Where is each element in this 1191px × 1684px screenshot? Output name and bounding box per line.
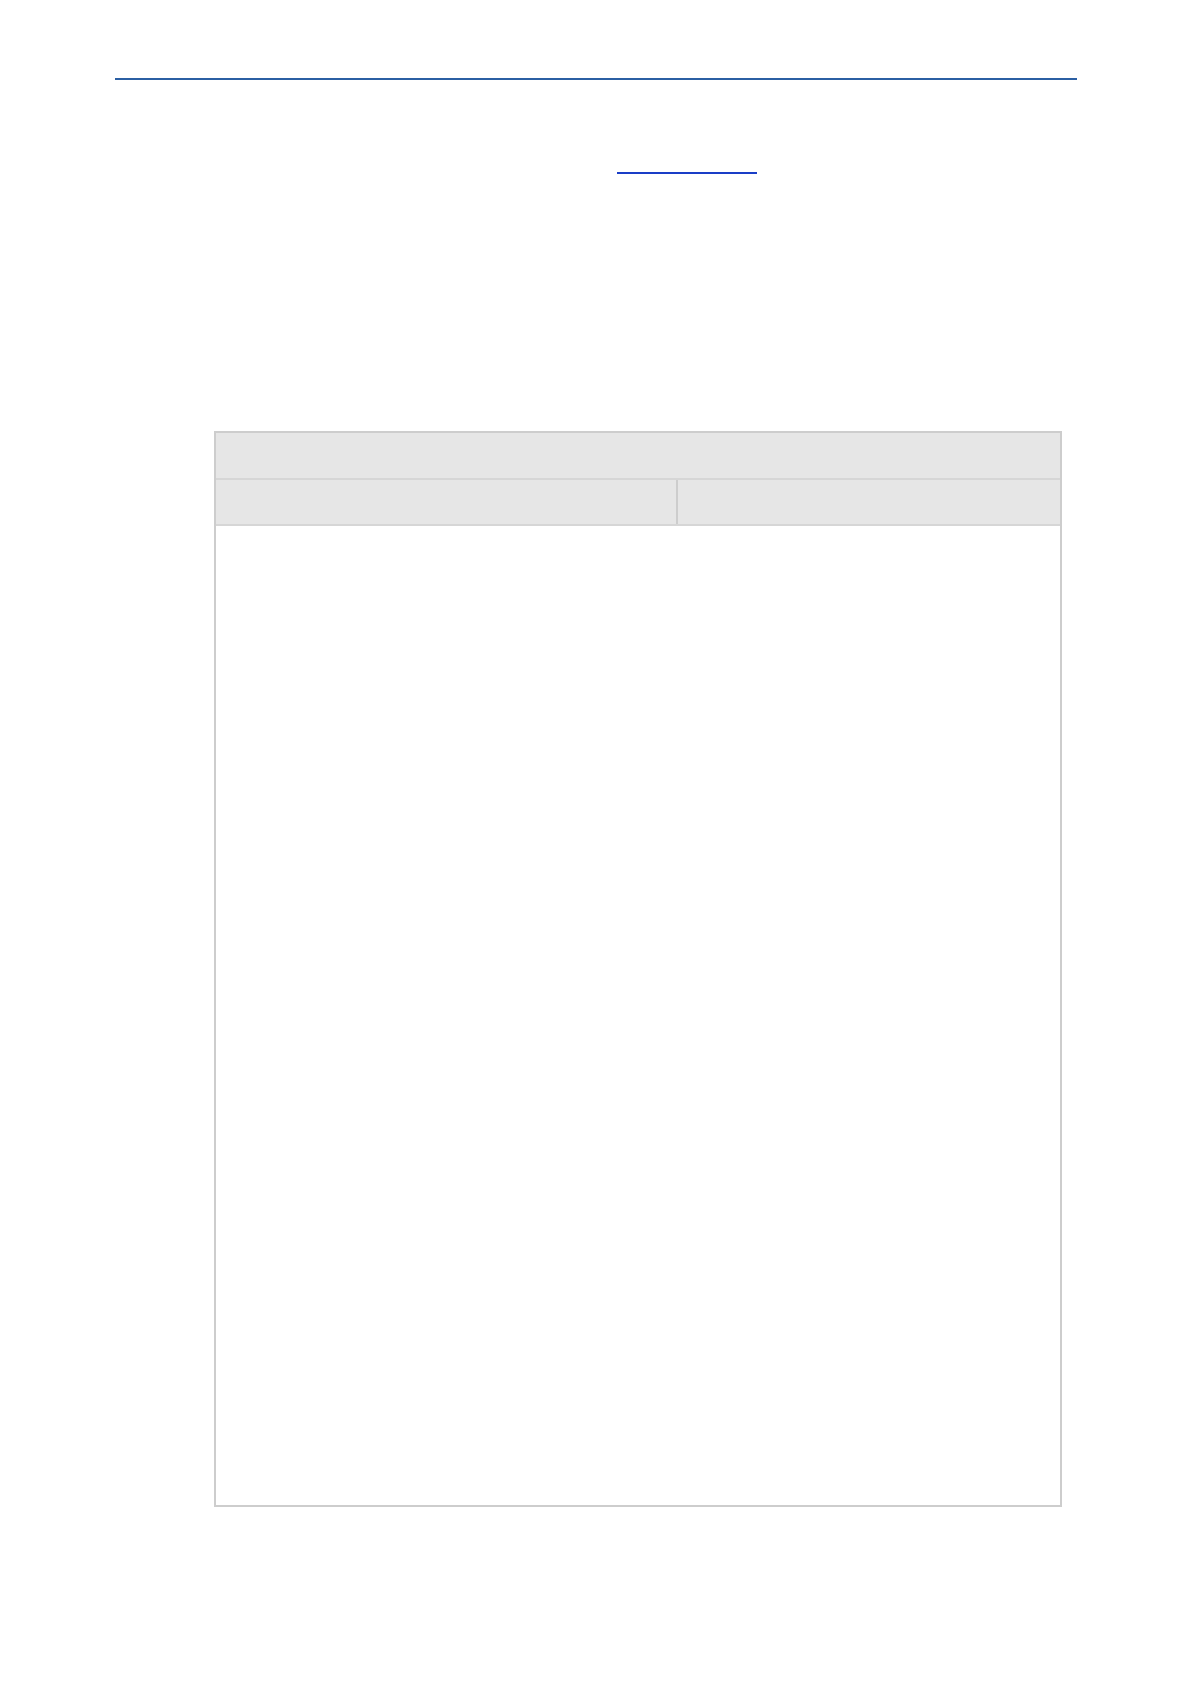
syslog-screenshot (216, 210, 1059, 341)
cross-reference-link[interactable] (617, 172, 757, 174)
table-title-row (216, 433, 1060, 480)
column-header-value (678, 480, 1060, 524)
parameter-table (214, 431, 1062, 1507)
table-column-header-row (216, 480, 1060, 526)
header-rule (115, 78, 1077, 80)
column-header-parameter (216, 480, 678, 524)
